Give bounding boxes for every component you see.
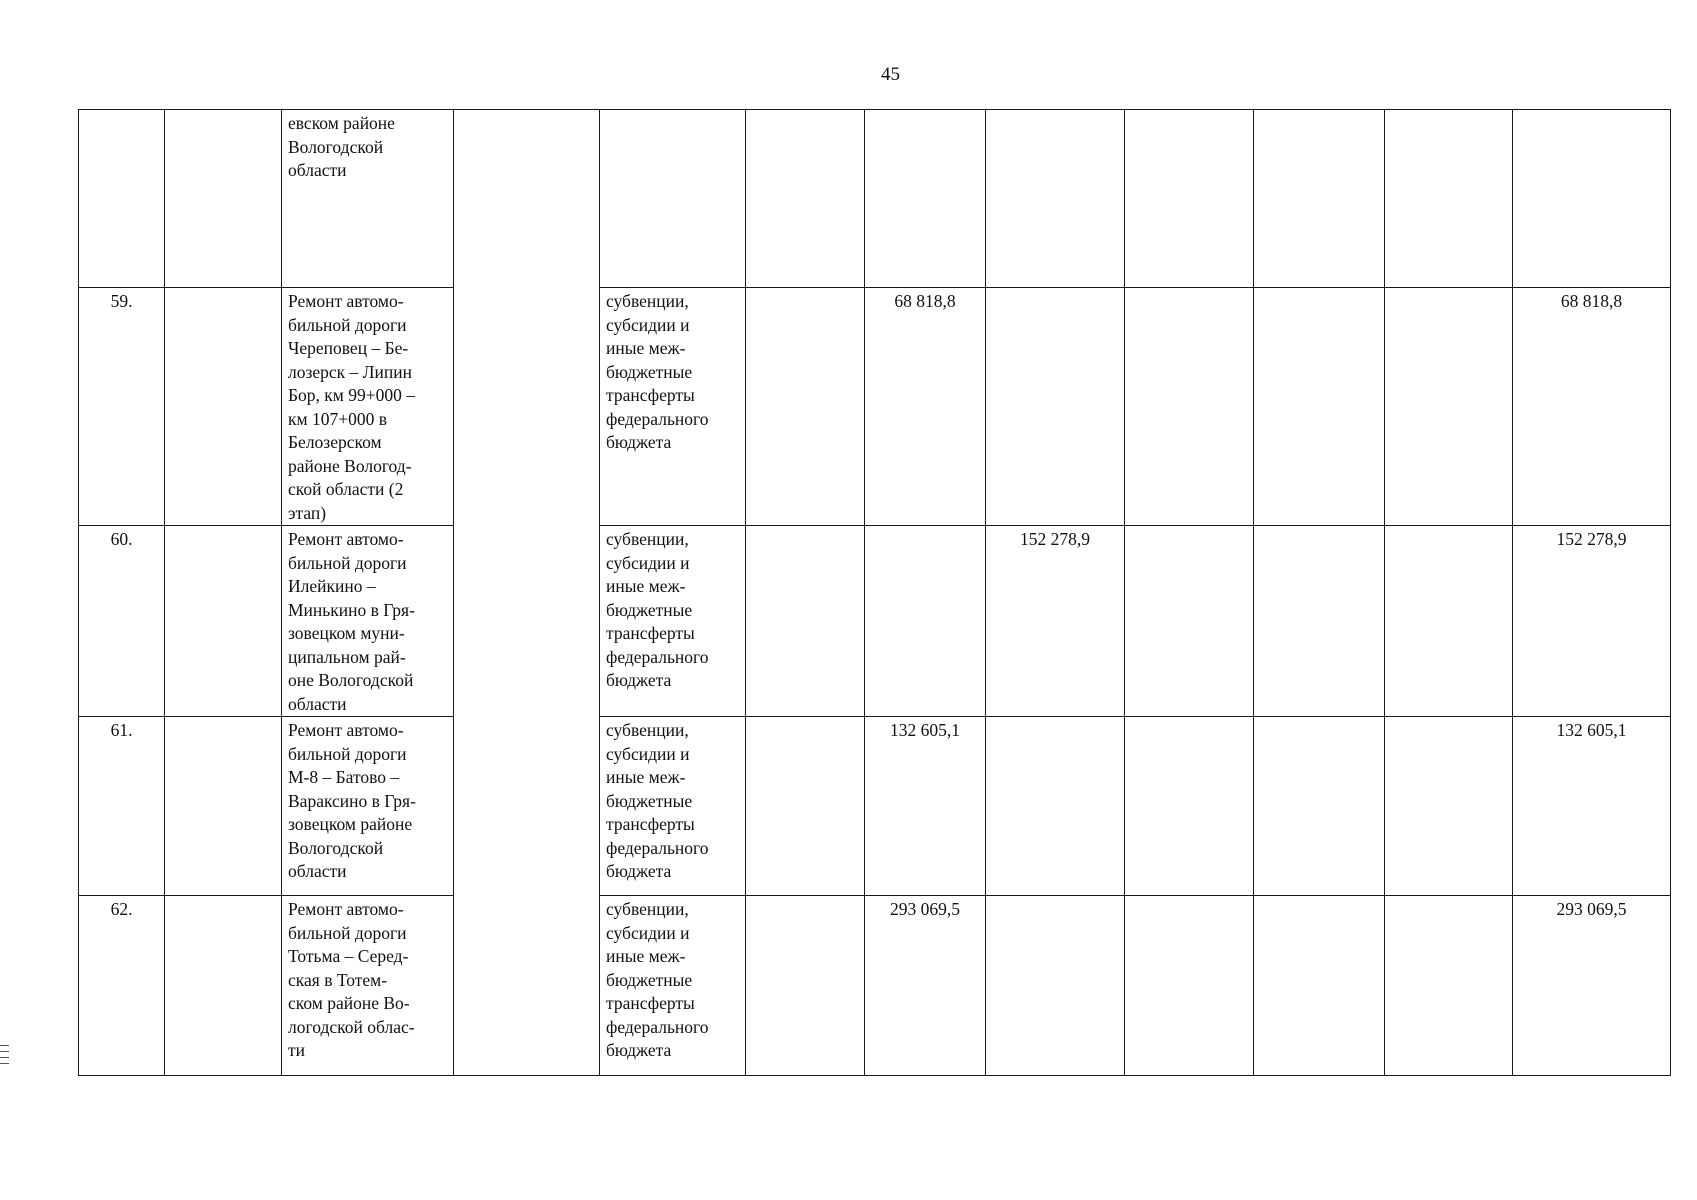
total-amount-cell: 68 818,8	[1513, 288, 1671, 526]
funding-source-cell	[600, 110, 746, 288]
amount-cell	[1125, 288, 1254, 526]
row-number-cell: 61.	[79, 717, 165, 896]
amount-cell	[1125, 526, 1254, 717]
code-cell	[165, 110, 282, 288]
code-cell	[165, 526, 282, 717]
object-name-text: Ремонт автомо- бильной дороги Тотьма – Серед- ская в Тотем- ском районе Во- логодской облас- ти	[288, 899, 415, 1060]
amount-cell	[986, 288, 1125, 526]
amount-cell: 152 278,9	[986, 526, 1125, 717]
amount-cell	[1254, 526, 1385, 717]
amount-cell	[1385, 896, 1513, 1076]
object-name-text: Ремонт автомо- бильной дороги Череповец – Бе- лозерск – Липин Бор, км 99+000 – км 107+000 в Белозерском районе Вологод- ской области (2 этап)	[288, 291, 415, 523]
budget-table	[78, 109, 1671, 1076]
scan-mark	[0, 1057, 9, 1058]
amount-cell	[1385, 526, 1513, 717]
row-number-cell	[79, 110, 165, 288]
amount-cell	[1385, 110, 1513, 288]
scan-mark	[0, 1063, 9, 1064]
amount-cell	[1125, 896, 1254, 1076]
amount-cell	[746, 526, 865, 717]
amount-cell	[865, 110, 986, 288]
page-number: 45	[881, 64, 900, 85]
amount-cell	[1254, 110, 1385, 288]
funding-source-cell	[600, 717, 746, 896]
total-amount-cell: 152 278,9	[1513, 526, 1671, 717]
funding-source-text: субвенции, субсидии и иные меж- бюджетные трансферты федерального бюджета	[606, 899, 709, 1060]
object-name-cell	[282, 110, 454, 288]
scan-mark	[0, 1045, 9, 1046]
table-row	[79, 110, 1671, 288]
table-row	[79, 288, 1671, 526]
code-cell	[165, 288, 282, 526]
amount-cell	[986, 896, 1125, 1076]
amount-cell: 293 069,5	[865, 896, 986, 1076]
amount-cell	[746, 717, 865, 896]
code-cell	[165, 717, 282, 896]
object-name-text: евском районе Вологодской области	[288, 113, 395, 180]
total-amount-cell: 293 069,5	[1513, 896, 1671, 1076]
total-amount-cell	[1513, 110, 1671, 288]
object-name-cell	[282, 526, 454, 717]
table-row	[79, 896, 1671, 1076]
row-number-cell: 62.	[79, 896, 165, 1076]
row-number-cell: 60.	[79, 526, 165, 717]
funding-source-text: субвенции, субсидии и иные меж- бюджетные трансферты федерального бюджета	[606, 291, 709, 452]
amount-cell	[865, 526, 986, 717]
amount-cell	[1125, 110, 1254, 288]
scan-mark	[0, 1051, 9, 1052]
table-row	[79, 526, 1671, 717]
object-name-text: Ремонт автомо- бильной дороги Илейкино – Минькино в Гря- зовецком муни- ципальном рай- оне Вологодской области	[288, 529, 415, 714]
margin-scan-marks	[0, 1045, 10, 1069]
amount-cell	[746, 288, 865, 526]
funding-source-text: субвенции, субсидии и иные меж- бюджетные трансферты федерального бюджета	[606, 720, 709, 881]
amount-cell	[1385, 288, 1513, 526]
amount-cell	[1254, 896, 1385, 1076]
amount-cell	[986, 717, 1125, 896]
object-name-cell	[282, 288, 454, 526]
amount-cell	[986, 110, 1125, 288]
funding-source-text: субвенции, субсидии и иные меж- бюджетные трансферты федерального бюджета	[606, 529, 709, 690]
amount-cell	[1254, 717, 1385, 896]
amount-cell	[1125, 717, 1254, 896]
table-row	[79, 717, 1671, 896]
funding-source-cell	[600, 896, 746, 1076]
amount-cell	[1254, 288, 1385, 526]
funding-source-cell	[600, 526, 746, 717]
row-number-cell: 59.	[79, 288, 165, 526]
amount-cell	[746, 110, 865, 288]
amount-cell	[1385, 717, 1513, 896]
object-name-cell	[282, 896, 454, 1076]
merged-column-cell	[454, 110, 600, 1076]
amount-cell: 68 818,8	[865, 288, 986, 526]
funding-source-cell	[600, 288, 746, 526]
code-cell	[165, 896, 282, 1076]
amount-cell	[746, 896, 865, 1076]
object-name-cell	[282, 717, 454, 896]
total-amount-cell: 132 605,1	[1513, 717, 1671, 896]
object-name-text: Ремонт автомо- бильной дороги М-8 – Батово – Вараксино в Гря- зовецком районе Вологодской области	[288, 720, 416, 881]
amount-cell: 132 605,1	[865, 717, 986, 896]
